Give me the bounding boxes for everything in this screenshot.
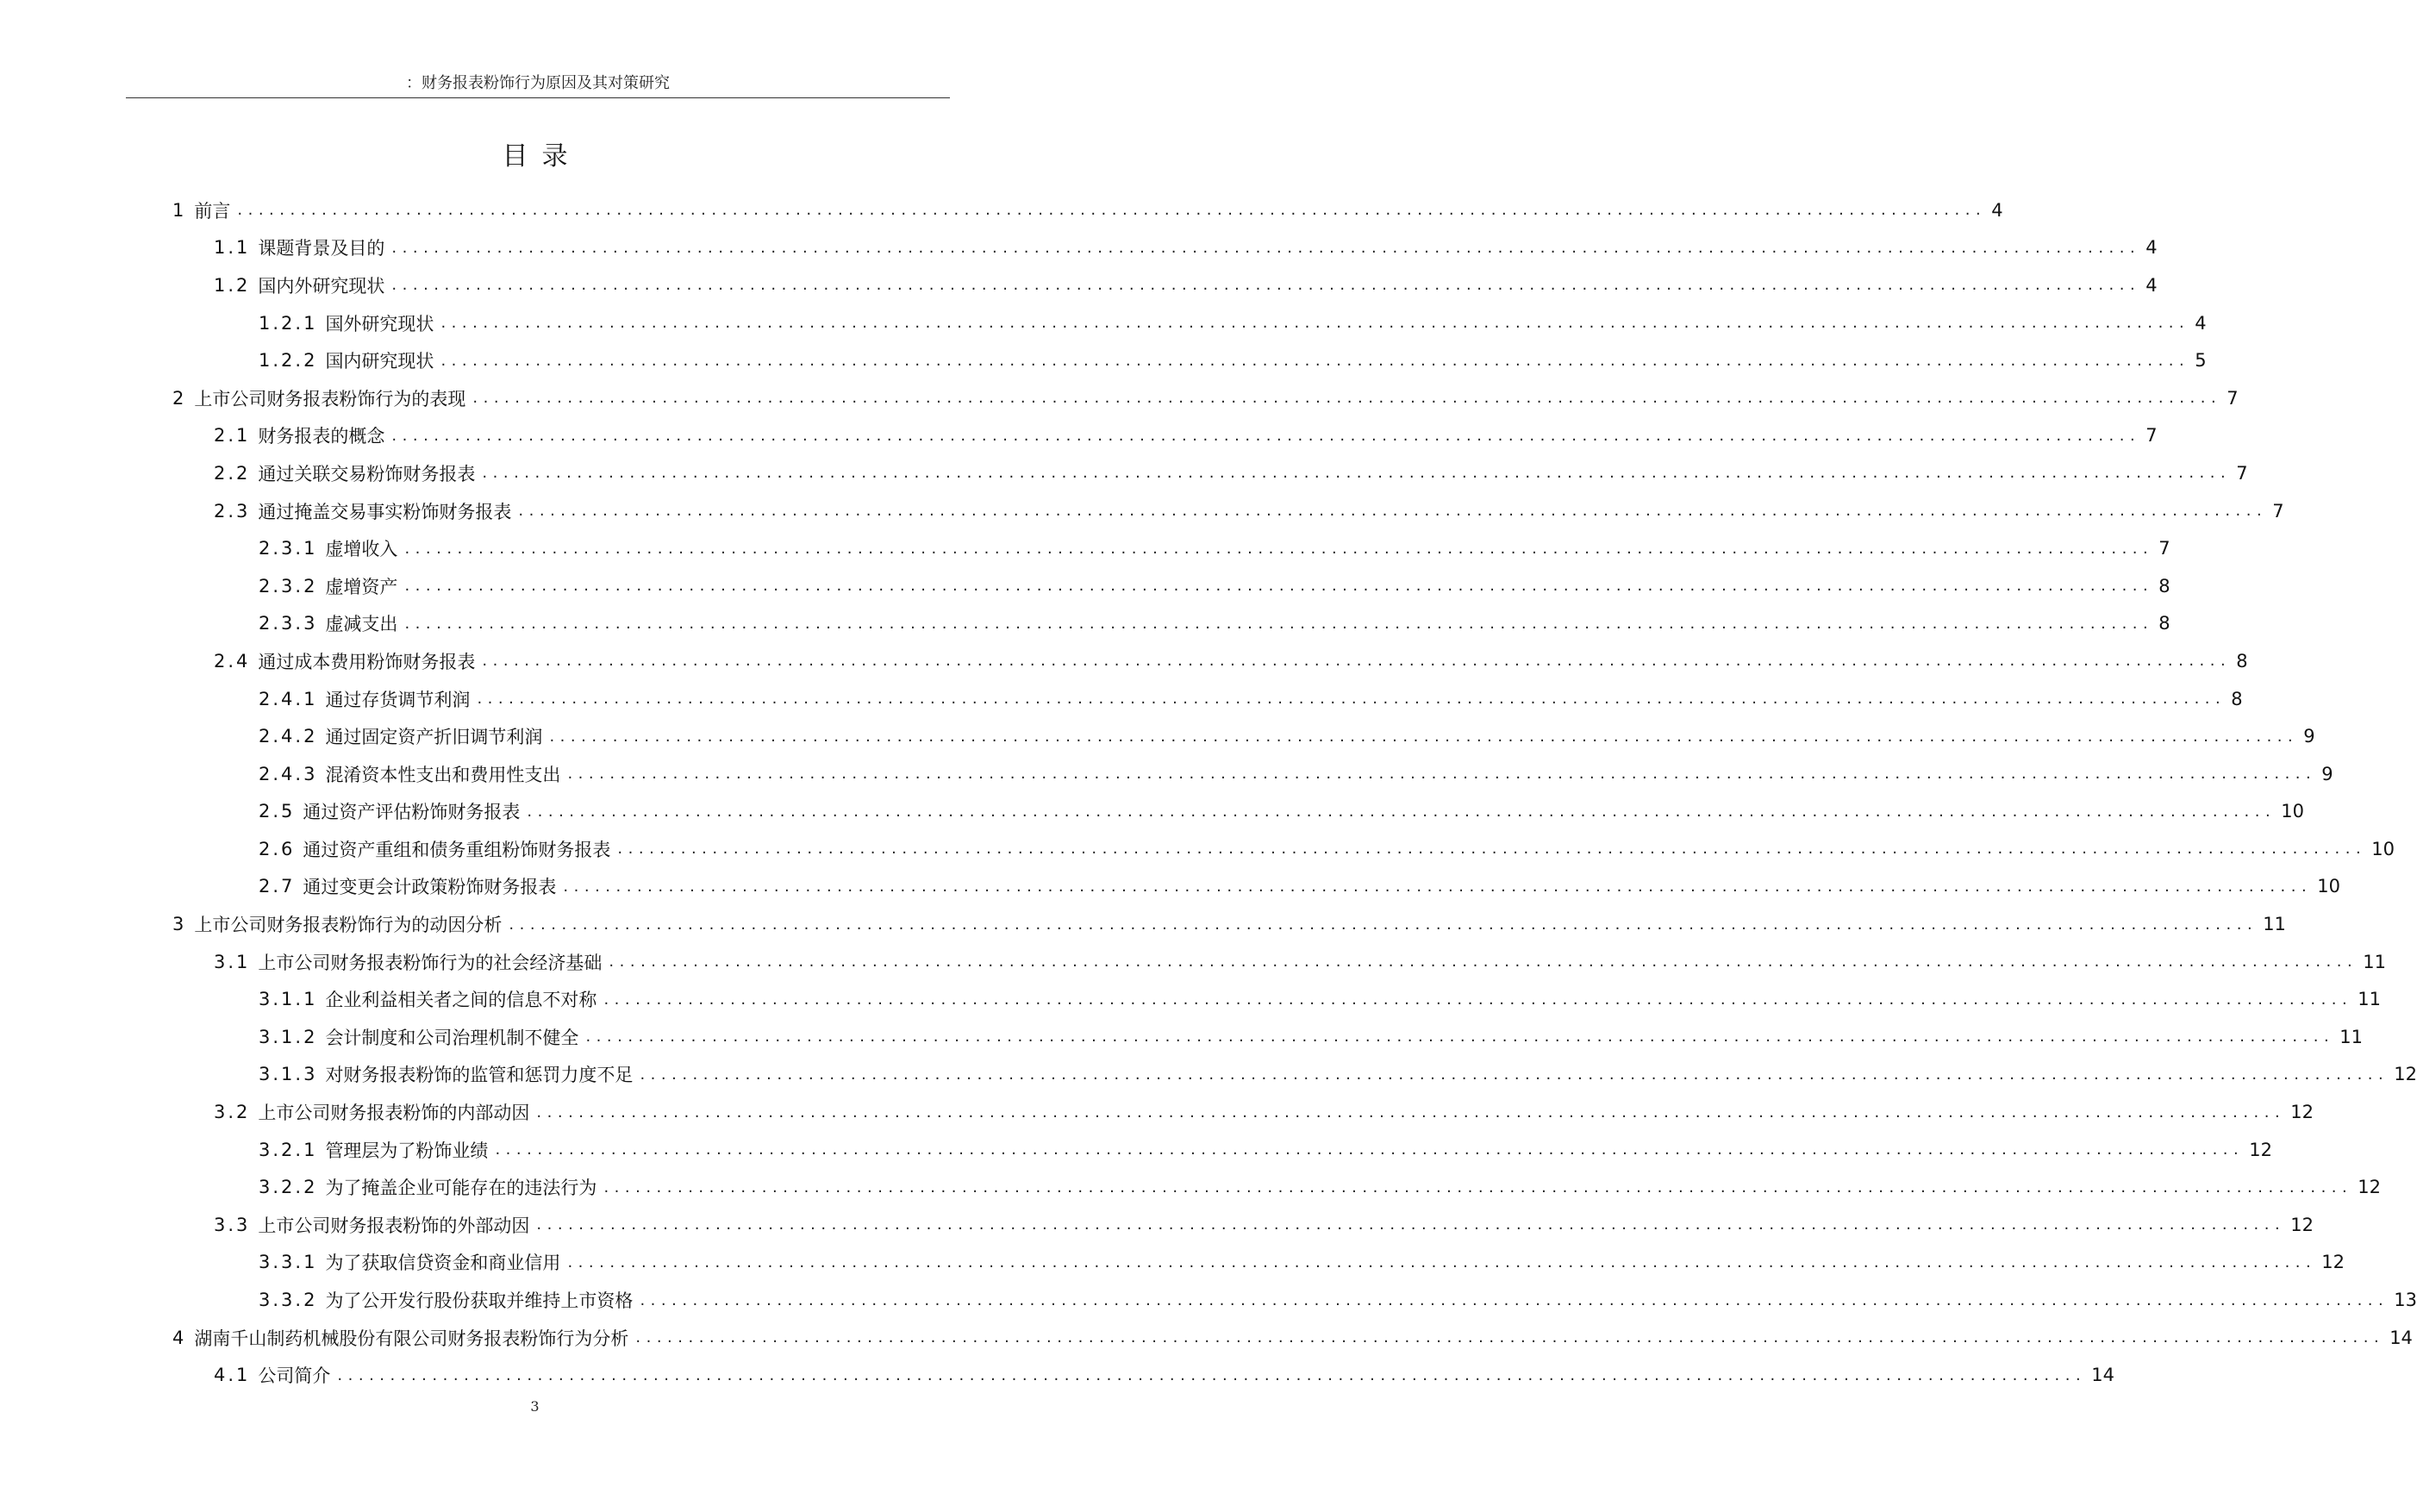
toc-entry-label: 混淆资本性支出和费用性支出	[325, 764, 561, 785]
toc-entry-label: 国内研究现状	[325, 351, 434, 372]
toc-entry[interactable]: 2.3.3 虚减支出 ...................................................................................................................................................................... 8	[172, 605, 948, 643]
toc-title: 目录	[502, 141, 582, 172]
toc-dot-leader: ......................................................................................................................................................................	[603, 1178, 2353, 1196]
toc-entry-label: 虚增资产	[325, 576, 398, 597]
toc-dot-leader: ......................................................................................................................................................................	[482, 464, 2232, 483]
toc-entry[interactable]: 2.4.1 通过存货调节利润 ...................................................................................................................................................................... 8	[172, 680, 948, 718]
toc-entry[interactable]: 3.3.2 为了公开发行股份获取并维持上市资格 ...................................................................................................................................................................... 13	[172, 1281, 948, 1319]
toc-entry-label: 课题背景及目的	[258, 238, 385, 259]
toc-entry-label: 前言	[194, 200, 231, 222]
toc-entry-label: 上市公司财务报表粉饰行为的动因分析	[194, 915, 503, 936]
toc-entry-label: 通过成本费用粉饰财务报表	[258, 651, 476, 672]
toc-entry-label: 通过资产评估粉饰财务报表	[303, 802, 521, 823]
toc-entry-number: 2.4.3	[259, 763, 318, 784]
page-number: 3	[530, 1398, 540, 1415]
toc-entry-number: 4.1	[214, 1365, 251, 1386]
toc-entry-number: 1.2.2	[259, 350, 318, 372]
toc-entry-label: 湖南千山制药机械股份有限公司财务报表粉饰行为分析	[194, 1328, 629, 1349]
toc-dot-leader: ......................................................................................................................................................................	[536, 1215, 2286, 1234]
toc-entry-label: 通过固定资产折旧调节利润	[325, 727, 543, 748]
toc-dot-leader: ......................................................................................................................................................................	[237, 201, 1987, 220]
toc-dot-leader: ......................................................................................................................................................................	[640, 1065, 2389, 1084]
toc-dot-leader: ......................................................................................................................................................................	[440, 351, 2190, 370]
toc-entry[interactable]: 4.1 公司简介 ...................................................................................................................................................................... 14	[172, 1356, 948, 1394]
toc-entry[interactable]: 3.2 上市公司财务报表粉饰的内部动因 ...................................................................................................................................................................... 12	[172, 1093, 948, 1131]
toc-entry-label: 会计制度和公司治理机制不健全	[325, 1027, 579, 1048]
toc-entry-number: 1.1	[214, 237, 251, 259]
toc-entry[interactable]: 3.1.1 企业利益相关者之间的信息不对称 ...................................................................................................................................................................... 11	[172, 980, 948, 1018]
toc-entry-label: 对财务报表粉饰的监管和惩罚力度不足	[325, 1065, 634, 1086]
toc-entry-number: 2.1	[214, 425, 251, 447]
toc-entry-number: 3.2.1	[259, 1139, 318, 1160]
toc-dot-leader: ......................................................................................................................................................................	[509, 915, 2258, 934]
toc-entry-label: 虚增收入	[325, 539, 398, 560]
toc-entry-label: 通过变更会计政策粉饰财务报表	[303, 877, 557, 898]
toc-entry-label: 通过掩盖交易事实粉饰财务报表	[258, 501, 512, 522]
toc-entry-label: 管理层为了粉饰业绩	[325, 1140, 489, 1161]
toc-entry-label: 公司简介	[258, 1365, 331, 1387]
toc-dot-leader: ......................................................................................................................................................................	[635, 1328, 2385, 1347]
toc-entry-number: 1.2	[214, 274, 251, 296]
toc-entry-number: 2.3.3	[259, 613, 318, 634]
toc-entry[interactable]: 3.2.2 为了掩盖企业可能存在的违法行为 ...................................................................................................................................................................... 12	[172, 1168, 948, 1206]
toc-entry[interactable]: 4 湖南千山制药机械股份有限公司财务报表粉饰行为分析 ...................................................................................................................................................................... 14	[172, 1319, 948, 1357]
toc-entry-number: 2.2	[214, 462, 251, 484]
toc-dot-leader: ......................................................................................................................................................................	[404, 539, 2154, 558]
toc-dot-leader: ......................................................................................................................................................................	[617, 840, 2367, 859]
toc-entry-number: 3.3.2	[259, 1290, 318, 1311]
toc-dot-leader: ......................................................................................................................................................................	[640, 1290, 2389, 1309]
toc-entry[interactable]: 1.2 国内外研究现状 ...................................................................................................................................................................... 4	[172, 266, 948, 304]
toc-entry-number: 3.3.1	[259, 1252, 318, 1273]
toc-entry[interactable]: 3.3 上市公司财务报表粉饰的外部动因 ...................................................................................................................................................................... 12	[172, 1206, 948, 1244]
toc-dot-leader: ......................................................................................................................................................................	[567, 765, 2317, 784]
toc-entry-number: 2.5	[259, 801, 296, 822]
toc-entry-number: 3.2	[214, 1102, 251, 1123]
toc-dot-leader: ......................................................................................................................................................................	[585, 1028, 2335, 1047]
toc-dot-leader: ......................................................................................................................................................................	[337, 1365, 2087, 1384]
toc-entry[interactable]: 3.1.2 会计制度和公司治理机制不健全 ...................................................................................................................................................................... 11	[172, 1018, 948, 1056]
toc-entry[interactable]: 1 前言 ...................................................................................................................................................................... 4	[172, 191, 948, 229]
toc-entry-label: 上市公司财务报表粉饰行为的社会经济基础	[258, 952, 603, 973]
toc-entry-label: 通过存货调节利润	[325, 689, 471, 710]
toc-entry[interactable]: 3.1.3 对财务报表粉饰的监管和惩罚力度不足 ...................................................................................................................................................................... 12	[172, 1056, 948, 1094]
toc-entry-number: 2.3	[214, 500, 251, 522]
toc-entry-number: 2	[172, 387, 187, 409]
toc-dot-leader: ......................................................................................................................................................................	[404, 614, 2154, 633]
toc-entry-number: 3.1.2	[259, 1026, 318, 1047]
toc-dot-leader: ......................................................................................................................................................................	[482, 652, 2232, 671]
toc-entry-label: 为了公开发行股份获取并维持上市资格	[325, 1290, 634, 1312]
toc-entry[interactable]: 2 上市公司财务报表粉饰行为的表现 ...................................................................................................................................................................... 7	[172, 379, 948, 417]
toc-entry-label: 上市公司财务报表粉饰的外部动因	[258, 1215, 530, 1236]
toc-entry-label: 国内外研究现状	[258, 275, 385, 297]
toc-dot-leader: ......................................................................................................................................................................	[518, 502, 2268, 521]
toc-dot-leader: ......................................................................................................................................................................	[495, 1140, 2245, 1159]
toc-entry-number: 3.1	[214, 951, 251, 972]
toc-dot-leader: ......................................................................................................................................................................	[527, 802, 2276, 821]
toc-dot-leader: ......................................................................................................................................................................	[603, 990, 2353, 1009]
toc-entry[interactable]: 2.4 通过成本费用粉饰财务报表 ...................................................................................................................................................................... 8	[172, 642, 948, 680]
toc-entry[interactable]: 2.3 通过掩盖交易事实粉饰财务报表 ...................................................................................................................................................................... 7	[172, 492, 948, 530]
toc-entry[interactable]: 2.3.1 虚增收入 ...................................................................................................................................................................... 7	[172, 529, 948, 567]
toc-entry[interactable]: 2.4.3 混淆资本性支出和费用性支出 ...................................................................................................................................................................... 9	[172, 755, 948, 793]
toc-entry[interactable]: 2.6 通过资产重组和债务重组粉饰财务报表 ...................................................................................................................................................................... 10	[172, 830, 948, 868]
toc-entry-label: 上市公司财务报表粉饰行为的表现	[194, 388, 466, 409]
toc-entry-number: 2.7	[259, 876, 296, 897]
toc-entry-number: 3	[172, 914, 187, 935]
toc-entry-number: 1	[172, 199, 187, 221]
toc-dot-leader: ......................................................................................................................................................................	[440, 314, 2190, 333]
toc-entry-number: 2.4.2	[259, 726, 318, 747]
toc-entry[interactable]: 2.2 通过关联交易粉饰财务报表 ...................................................................................................................................................................... 7	[172, 454, 948, 492]
toc-entry[interactable]: 3 上市公司财务报表粉饰行为的动因分析 ...................................................................................................................................................................... 11	[172, 905, 948, 943]
toc-entry[interactable]: 1.1 课题背景及目的 ...................................................................................................................................................................... 4	[172, 229, 948, 267]
toc-entry-number: 2.4	[214, 650, 251, 672]
toc-entry-label: 企业利益相关者之间的信息不对称	[325, 990, 597, 1011]
toc-entry-number: 2.4.1	[259, 688, 318, 709]
toc-dot-leader: ......................................................................................................................................................................	[549, 727, 2299, 746]
toc-entry[interactable]: 3.2.1 管理层为了粉饰业绩 ...................................................................................................................................................................... 12	[172, 1131, 948, 1169]
toc-entry-label: 通过资产重组和债务重组粉饰财务报表	[303, 839, 611, 860]
toc-entry-number: 3.1.1	[259, 989, 318, 1010]
toc-entry-label: 为了获取信贷资金和商业信用	[325, 1253, 561, 1274]
toc-entry-number: 3.2.2	[259, 1177, 318, 1198]
toc-entry-number: 3.1.3	[259, 1064, 318, 1085]
toc-entry-label: 为了掩盖企业可能存在的违法行为	[325, 1178, 597, 1199]
table-of-contents	[172, 191, 2417, 1394]
toc-entry-label: 通过关联交易粉饰财务报表	[258, 463, 476, 484]
toc-entry[interactable]: 2.7 通过变更会计政策粉饰财务报表 ...................................................................................................................................................................... 10	[172, 868, 948, 906]
toc-entry-label: 财务报表的概念	[258, 426, 385, 447]
toc-entry-label: 国外研究现状	[325, 313, 434, 334]
toc-entry[interactable]: 3.1 上市公司财务报表粉饰行为的社会经济基础 ...................................................................................................................................................................... 11	[172, 943, 948, 981]
toc-dot-leader: ......................................................................................................................................................................	[391, 426, 2141, 445]
running-header: ：财务报表粉饰行为原因及其对策研究	[406, 74, 670, 92]
toc-dot-leader: ......................................................................................................................................................................	[536, 1103, 2286, 1122]
toc-entry-number: 2.6	[259, 838, 296, 859]
toc-entry-label: 虚减支出	[325, 614, 398, 635]
toc-entry[interactable]: 2.3.2 虚增资产 ...................................................................................................................................................................... 8	[172, 567, 948, 605]
toc-entry[interactable]: 2.4.2 通过固定资产折旧调节利润 ...................................................................................................................................................................... 9	[172, 717, 948, 755]
toc-dot-leader: ......................................................................................................................................................................	[563, 877, 2313, 896]
toc-entry[interactable]: 1.2.2 国内研究现状 ...................................................................................................................................................................... 5	[172, 341, 948, 379]
header-rule	[126, 97, 950, 98]
toc-entry[interactable]: 2.5 通过资产评估粉饰财务报表 ...................................................................................................................................................................... 10	[172, 793, 948, 831]
toc-dot-leader: ......................................................................................................................................................................	[391, 276, 2141, 295]
toc-entry-number: 4	[172, 1327, 187, 1348]
toc-entry-number: 1.2.1	[259, 312, 318, 334]
toc-dot-leader: ......................................................................................................................................................................	[567, 1253, 2317, 1271]
toc-dot-leader: ......................................................................................................................................................................	[477, 690, 2227, 709]
toc-dot-leader: ......................................................................................................................................................................	[472, 389, 2222, 408]
toc-entry-number: 2.3.2	[259, 575, 318, 597]
toc-entry-label: 上市公司财务报表粉饰的内部动因	[258, 1103, 530, 1124]
toc-entry-number: 3.3	[214, 1214, 251, 1235]
toc-entry[interactable]: 2.1 财务报表的概念 ...................................................................................................................................................................... 7	[172, 417, 948, 455]
toc-dot-leader: ......................................................................................................................................................................	[391, 238, 2141, 257]
toc-entry-number: 2.3.1	[259, 538, 318, 559]
toc-entry[interactable]: 3.3.1 为了获取信贷资金和商业信用 ...................................................................................................................................................................... 12	[172, 1244, 948, 1282]
toc-dot-leader: ......................................................................................................................................................................	[404, 577, 2154, 596]
toc-dot-leader: ......................................................................................................................................................................	[609, 953, 2358, 972]
toc-entry[interactable]: 1.2.1 国外研究现状 ...................................................................................................................................................................... 4	[172, 304, 948, 342]
